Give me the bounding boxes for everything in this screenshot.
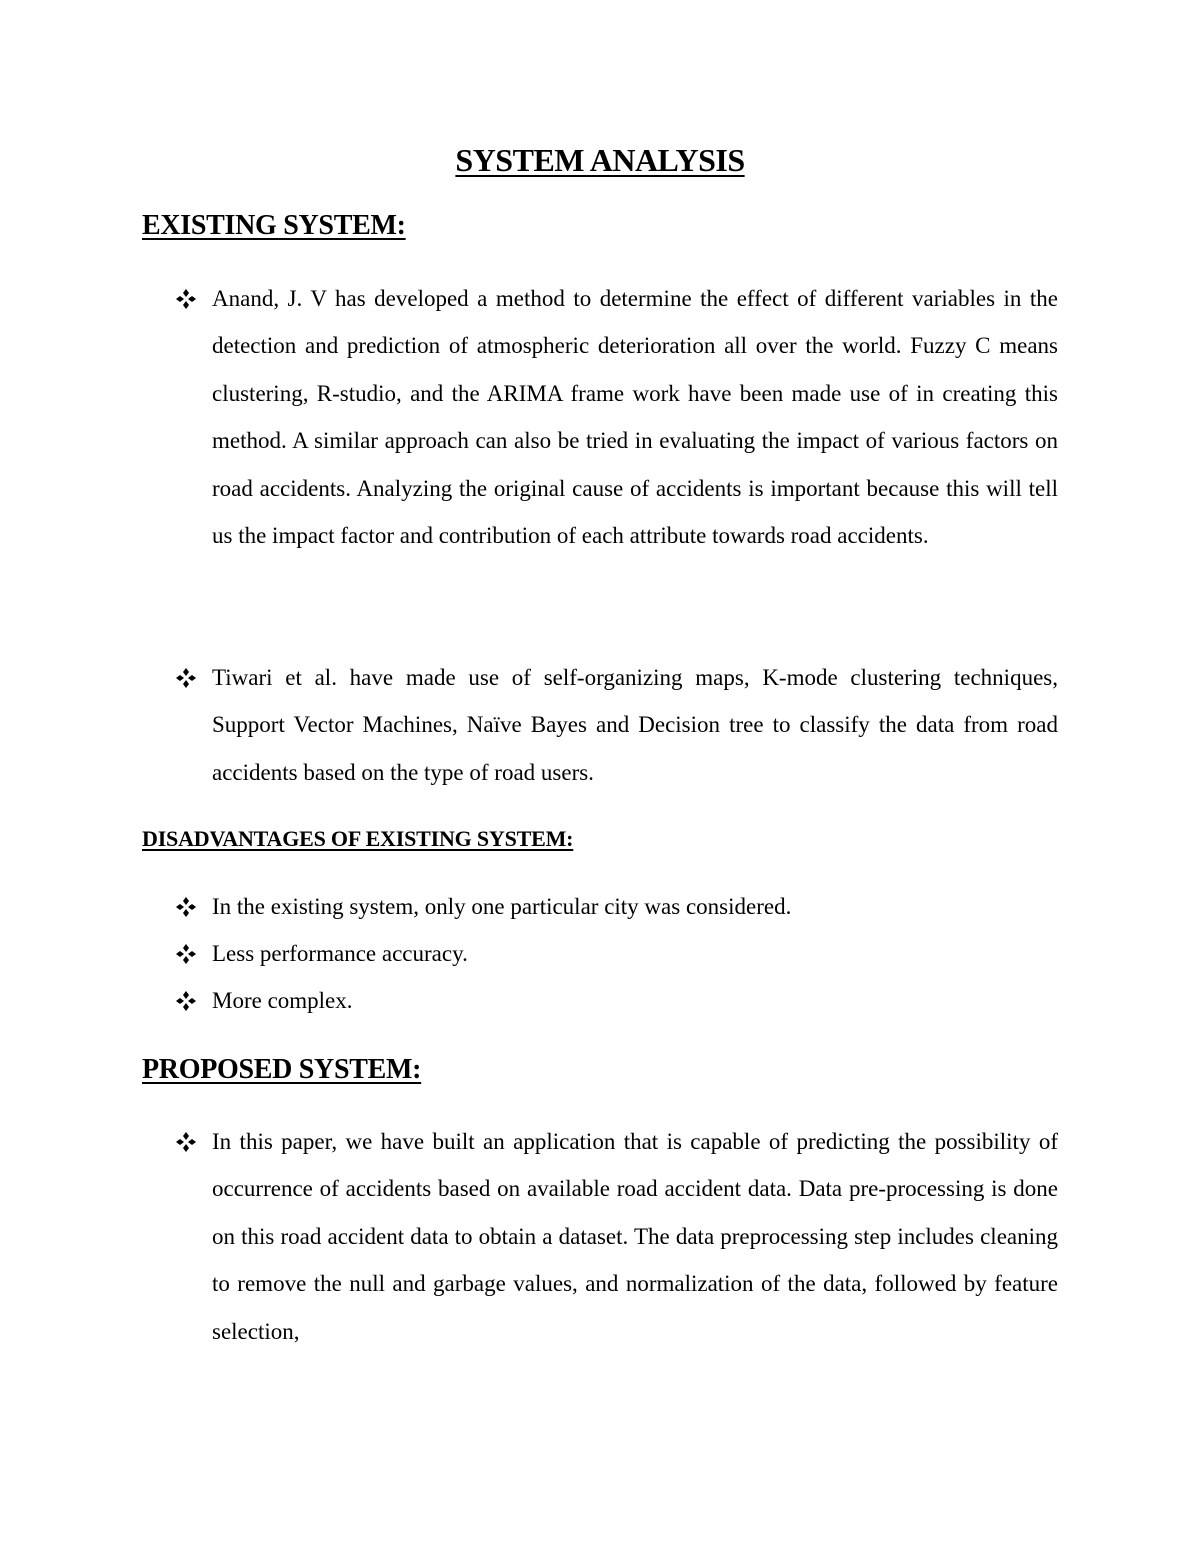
disadvantage-item-1-text: In the existing system, only one particular city was considered. bbox=[212, 894, 792, 919]
diamond-bullet-icon bbox=[174, 930, 204, 977]
disadvantage-item-1 bbox=[174, 883, 1058, 930]
proposed-system-heading: PROPOSED SYSTEM: bbox=[142, 1054, 422, 1085]
disadvantage-item-3 bbox=[174, 977, 1058, 1024]
disadvantage-item-2 bbox=[174, 930, 1058, 977]
diamond-bullet-icon bbox=[174, 977, 204, 1024]
existing-system-item-2-text: Tiwari et al. have made use of self-organizing maps, K-mode clustering techniques, Support Vector Machines, Naïve Bayes and Decision tree to classify the data from road accidents based on the type of road users. bbox=[212, 665, 1058, 785]
diamond-bullet-icon bbox=[174, 883, 204, 930]
diamond-bullet-icon bbox=[174, 654, 204, 701]
existing-system-item-1 bbox=[174, 275, 1058, 559]
existing-system-heading: EXISTING SYSTEM: bbox=[142, 210, 406, 241]
proposed-system-item-1-text: In this paper, we have built an application that is capable of predicting the possibility of occurrence of accidents based on available road accident data. Data pre-processing is done on this road accident data to obtain a dataset. The data preprocessing step includes cleaning to remove the null and garbage values, and normalization of the data, followed by feature selection, bbox=[212, 1129, 1058, 1344]
disadvantage-item-2-text: Less performance accuracy. bbox=[212, 941, 468, 966]
diamond-bullet-icon bbox=[174, 275, 204, 322]
existing-system-item-1-text: Anand, J. V has developed a method to determine the effect of different variables in the detection and prediction of atmospheric deterioration all over the world. Fuzzy C means clustering, R-studio, and the ARIMA frame work have been made use of in creating this method. A similar approach can also be tried in evaluating the impact of various factors on road accidents. Analyzing the original cause of accidents is important because this will tell us the impact factor and contribution of each attribute towards road accidents. bbox=[212, 286, 1058, 549]
disadvantages-heading: DISADVANTAGES OF EXISTING SYSTEM: bbox=[142, 826, 574, 851]
diamond-bullet-icon bbox=[174, 1118, 204, 1165]
page-title: SYSTEM ANALYSIS bbox=[455, 142, 745, 178]
disadvantage-item-3-text: More complex. bbox=[212, 988, 353, 1013]
existing-system-item-2 bbox=[174, 654, 1058, 796]
proposed-system-item-1 bbox=[174, 1118, 1058, 1355]
